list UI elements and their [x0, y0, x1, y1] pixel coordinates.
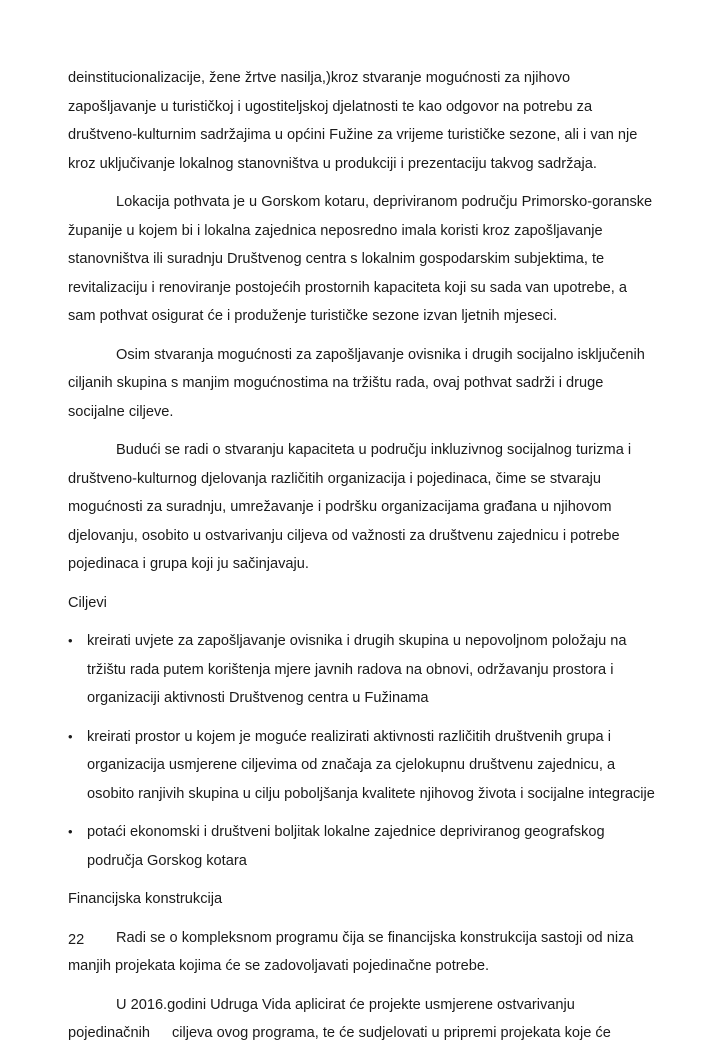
paragraph-social-goals: Osim stvaranja mogućnosti za zapošljavanje ovisnika i drugih socijalno isključenih ciljanih skupina s manjim mogućnostima na tržištu rada, ovaj pothvat sadrži i druge socijalne ciljeve.: [68, 346, 645, 420]
goals-list: [68, 627, 658, 875]
paragraph-finance-2016-part1: U 2016.godini Udruga Vida aplicirat će projekte usmjerene ostvarivanju pojedinačnih: [68, 996, 575, 1041]
list-item: [68, 723, 658, 809]
paragraph-finance-2016-part2: ciljeva ovog programa, te će sudjelovati u pripremi projekata koje će: [171, 1025, 611, 1041]
bullet-icon: •: [68, 824, 73, 839]
page-number: 22: [68, 932, 85, 948]
section-heading-finance: Financijska konstrukcija: [68, 891, 223, 907]
list-item-text: kreirati uvjete za zapošljavanje ovisnika i drugih skupina u nepovoljnom položaju na tržištu rada putem korištenja mjere javnih radova na obnovi, održavanju prostora i organizaciji aktivnosti Društvenog centra u Fužinama: [87, 633, 627, 706]
paragraph-finance-2016: [68, 991, 658, 1048]
section-heading-goals: Ciljevi: [68, 594, 107, 611]
paragraph-finance-program: Radi se o kompleksnom programu čija se financijska konstrukcija sastoji od niza manjih projekata kojima će se zadovoljavati pojedinačne potrebe.: [68, 929, 634, 974]
paragraph-intro-continued: deinstitucionalizacije, žene žrtve nasilja,)kroz stvaranje mogućnosti za njihovo zapošljavanje u turističkoj i ugostiteljskoj djelatnosti te kao odgovor na potrebu za društveno-kulturnim sadržajima u općini Fužine za vrijeme turističke sezone, ali i van nje kroz uključivanje lokalnog stanovništva u produkciji i prezentaciju takvog sadržaja.: [68, 70, 638, 172]
paragraph-capacity: Budući se radi o stvaranju kapaciteta u području inkluzivnog socijalnog turizma i društveno-kulturnog djelovanja različitih organizacija i pojedinaca, čime se stvaraju mogućnosti za suradnju, umrežavanje i podršku organizacijama građana u njihovom djelovanju, osobito u ostvarivanju ciljeva od važnosti za društvenu zajednicu i potrebe pojedinaca i grupa koji ju sačinjavaju.: [68, 442, 632, 572]
list-item-text: kreirati prostor u kojem je moguće realizirati aktivnosti različitih društvenih grupa i organizacija usmjerene ciljevima od značaja za cjelokupnu društvenu zajednicu, a osobito ranjivih skupina u cilju poboljšanja kvalitete njihovog života i socijalne integracije: [87, 728, 655, 802]
list-item: [68, 627, 658, 713]
list-item: [68, 818, 658, 875]
bullet-icon: •: [68, 633, 73, 648]
list-item-text: potaći ekonomski i društveni boljitak lokalne zajednice depriviranog geografskog područja Gorskog kotara: [87, 824, 605, 869]
bullet-icon: •: [68, 728, 73, 744]
paragraph-location: Lokacija pothvata je u Gorskom kotaru, depriviranom području Primorsko-goranske županije u kojem bi i lokalna zajednica neposredno imala koristi kroz zapošljavanje stanovništva ili suradnju Društvenog centra s lokalnim gospodarskim subjektima, te revitalizaciju i renoviranje postojećih prostornih kapaciteta koji su sada van upotrebe, a sam pothvat osigurat će i produženje turističke sezone izvan ljetnih mjeseci.: [68, 194, 653, 324]
page-body: [68, 64, 658, 1058]
